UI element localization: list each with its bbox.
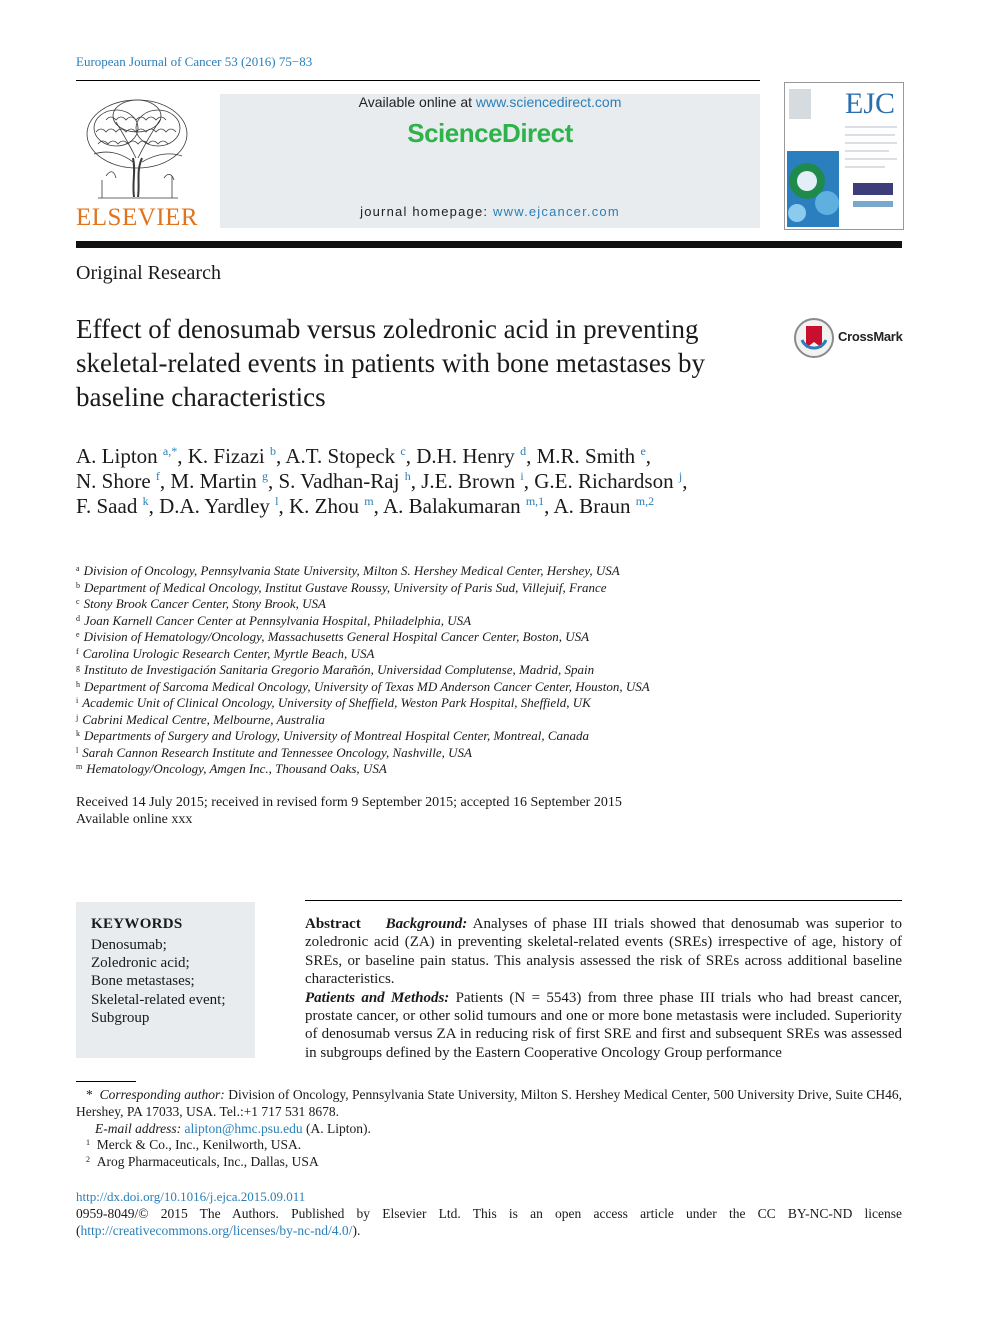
received-dates: Received 14 July 2015; received in revised form 9 September 2015; accepted 16 September 2015: [76, 795, 622, 810]
author-affiliation-link[interactable]: e: [640, 444, 646, 458]
author-affiliation-link[interactable]: m,2: [635, 494, 655, 508]
methods-label: Patients and Methods:: [305, 989, 450, 1006]
affiliation: $^b$ Department of Medical Oncology, Institut Gustave Roussy, University of Paris Sud, Villejuif, France: [76, 579, 607, 595]
sciencedirect-link[interactable]: www.sciencedirect.com: [475, 94, 622, 110]
author-affiliation-link[interactable]: m: [364, 494, 374, 508]
methods-text: Patients (N = 5543) from three phase III trials who had breast cancer, prostate cancer, or other solid tumours and one or more bone metastasis were included. Superiority of denosumab versus ZA in reducing risk of first SRE and first and subsequent SREs was assessed in subgroups defined by the Eastern Cooperative Oncology Group performance: [305, 989, 902, 1061]
affiliation-list: [76, 563, 796, 778]
affiliation: $^e$ Division of Hematology/Oncology, Massachusetts General Hospital Cancer Center, Boston, USA: [76, 629, 590, 644]
author-affiliation-link[interactable]: f: [155, 469, 160, 483]
affiliation: $^i$ Academic Unit of Clinical Oncology, University of Sheffield, Weston Park Hospital, Sheffield, UK: [76, 695, 591, 710]
affiliation: $^l$ Sarah Cannon Research Institute and Tennessee Oncology, Nashville, USA: [76, 744, 472, 760]
author: M. Martin: [170, 469, 257, 493]
author-affiliation-link[interactable]: k: [142, 494, 149, 508]
author-affiliation-link[interactable]: g: [262, 469, 268, 483]
doi-link[interactable]: http://dx.doi.org/10.1016/j.ejca.2015.09.011: [76, 1189, 306, 1204]
journal-reference[interactable]: European Journal of Cancer 53 (2016) 75−83: [76, 54, 313, 69]
author: K. Zhou: [289, 494, 360, 518]
license-statement: 0959-8049/© 2015 The Authors. Published by Elsevier Ltd. This is an open access article under the CC BY-NC-ND license (http://creativecommons.org/licenses/by-nc-nd/4.0/).: [76, 1206, 902, 1238]
affiliation: $^c$ Stony Brook Cancer Center, Stony Brook, USA: [76, 596, 326, 611]
author-affiliation-link[interactable]: b: [269, 444, 276, 458]
footnotes: [76, 1087, 902, 1171]
available-online-date: Available online xxx: [76, 812, 193, 827]
author: D.A. Yardley: [159, 494, 270, 518]
journal-cover[interactable]: [784, 82, 904, 230]
author: A. Lipton: [76, 444, 158, 468]
author: K. Fizazi: [187, 444, 265, 468]
cover-title: EJC: [845, 87, 896, 120]
author-affiliation-link[interactable]: m,1: [525, 494, 545, 508]
sciencedirect-logo: ScienceDirect: [407, 118, 573, 148]
background-text: Analyses of phase III trials showed that denosumab was superior to zoledronic acid (ZA) in preventing skeletal-related events (SREs) irrespective of age, history of SREs, or baseline pain status. This analysis assessed the risk of SREs across additional baseline characteristics.: [305, 916, 903, 988]
affiliation: $^a$ Division of Oncology, Pennsylvania State University, Milton S. Hershey Medical Center, Hershey, USA: [76, 563, 620, 578]
affiliation: $^m$ Hematology/Oncology, Amgen Inc., Thousand Oaks, USA: [76, 761, 387, 776]
author-affiliation-link[interactable]: h: [404, 469, 411, 483]
author: A. Braun: [553, 494, 631, 518]
header-rule: [76, 80, 760, 81]
author-affiliation-link[interactable]: c: [400, 444, 406, 458]
affiliation: $^k$ Departments of Surgery and Urology, University of Montreal Hospital Center, Montreal, Canada: [76, 728, 590, 743]
footnote: $^2$ Arog Pharmaceuticals, Inc., Dallas, USA: [86, 1154, 319, 1170]
keywords-panel: [76, 902, 255, 1058]
author: N. Shore: [76, 469, 151, 493]
author: A. Balakumaran: [382, 494, 521, 518]
author-affiliation-link[interactable]: j: [678, 469, 683, 483]
journal-homepage-link[interactable]: www.ejcancer.com: [493, 204, 620, 219]
author: M.R. Smith: [536, 444, 636, 468]
license-link[interactable]: http://creativecommons.org/licenses/by-nc-nd/4.0/: [80, 1223, 353, 1238]
article-type: Original Research: [76, 262, 221, 284]
author: A.T. Stopeck: [285, 444, 396, 468]
affiliation: $^f$ Carolina Urologic Research Center, Myrtle Beach, USA: [76, 645, 375, 661]
keywords-list: [91, 936, 226, 1027]
footnote-rule: [76, 1081, 136, 1082]
sciencedirect-panel: [220, 94, 760, 228]
crossmark-icon: [794, 316, 834, 360]
article-title: Effect of denosumab versus zoledronic acid in preventing skeletal-related events in patients with bone metastases by baseline characteristics: [76, 314, 706, 412]
author-affiliation-link[interactable]: i: [520, 469, 524, 483]
author: J.E. Brown: [421, 469, 516, 493]
keyword: Skeletal-related event;: [91, 991, 226, 1008]
background-label: Background:: [385, 916, 468, 932]
author: G.E. Richardson: [534, 469, 674, 493]
article-history: [76, 794, 622, 828]
crossmark-label: CrossMark: [838, 329, 903, 344]
affiliation: $^g$ Instituto de Investigación Sanitaria Gregorio Marañón, Universidad Complutense, Madrid, Spain: [76, 662, 595, 677]
email-link[interactable]: alipton@hmc.psu.edu: [184, 1120, 303, 1136]
keywords-heading: KEYWORDS: [91, 916, 183, 932]
footnote: $^1$ Merck & Co., Inc., Kenilworth, USA.: [86, 1137, 302, 1153]
elsevier-wordmark: ELSEVIER: [76, 204, 199, 231]
abstract-label: Abstract: [305, 916, 361, 932]
author: S. Vadhan-Raj: [278, 469, 400, 493]
author-affiliation-link[interactable]: d: [520, 444, 527, 458]
corresponding-author-note: * Corresponding author: Division of Oncology, Pennsylvania State University, Milton S. Hershey Medical Center, 500 University Drive, Suite CH46, Hershey, PA 17033, USA. Tel.:+1 717 531 8678.: [76, 1087, 903, 1119]
abstract-rule: [305, 900, 902, 901]
keyword: Bone metastases;: [91, 973, 195, 990]
affiliation: $^j$ Cabrini Medical Centre, Melbourne, Australia: [76, 711, 325, 727]
affiliation: $^d$ Joan Karnell Cancer Center at Pennsylvania Hospital, Philadelphia, USA: [76, 612, 472, 628]
header-thick-rule: [76, 241, 902, 248]
author: D.H. Henry: [416, 444, 515, 468]
keyword: Zoledronic acid;: [91, 955, 190, 972]
affiliation: $^h$ Department of Sarcoma Medical Oncology, University of Texas MD Anderson Cancer Center, Houston, USA: [76, 678, 650, 694]
journal-homepage: journal homepage: www.ejcancer.com: [360, 204, 620, 219]
author-affiliation-link[interactable]: l: [275, 494, 279, 508]
available-online: Available online at www.sciencedirect.com: [358, 94, 622, 110]
author-list: A. Lipton $^{a,*}$, K. Fizazi $^b$, A.T. Stopeck $^c$, D.H. Henry $^d$, M.R. Smith $^e$, N. Shore $^f$, M. Martin $^g$, S. Vadhan-Raj $^h$, J.E. Brown $^i$, G.E. Richardson $^j$, F. Saad $^k$, D.A. Yardley $^l$, K. Zhou $^m$, A. Balakumaran $^{m,1}$, A. Braun $^{m,2}$: [76, 444, 688, 518]
abstract: [305, 915, 902, 1062]
author-affiliation-link[interactable]: a,*: [162, 444, 178, 458]
keyword: Denosumab;: [91, 937, 167, 953]
keyword: Subgroup: [91, 1009, 150, 1026]
email-note: E-mail address: alipton@hmc.psu.edu (A. Lipton).: [95, 1120, 371, 1136]
author: F. Saad: [76, 494, 138, 518]
crossmark-badge[interactable]: [794, 316, 904, 360]
